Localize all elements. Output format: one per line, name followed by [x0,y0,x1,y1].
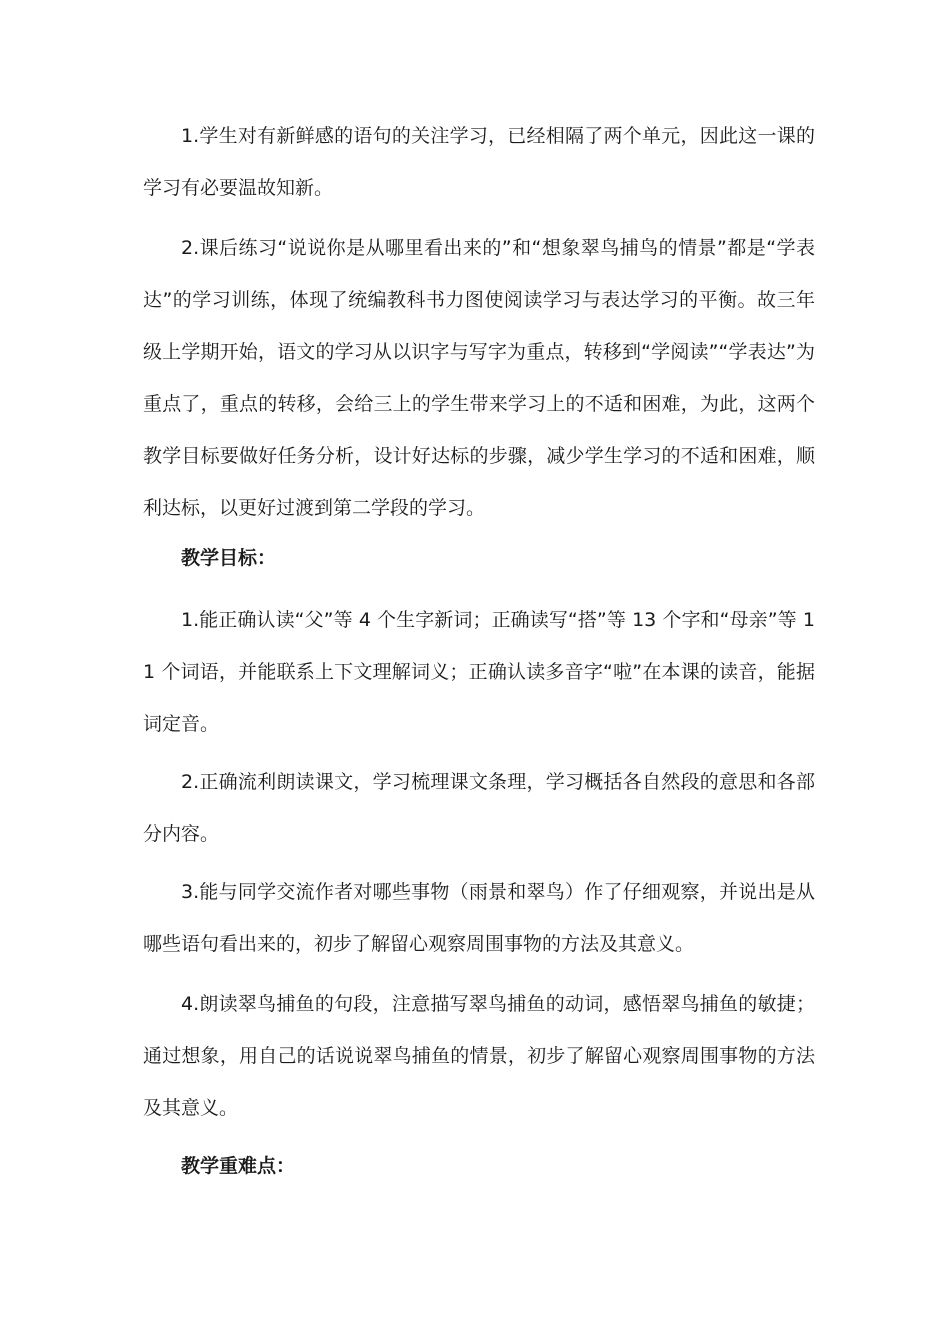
heading-teaching-goals: 教学目标： [181,547,277,569]
goal-item-1: 1.能正确认读“父”等 4 个生字新词；正确读写“搭”等 13 个字和“母亲”等 11 个词语，并能联系上下文理解词义；正确认读多音字“啦”在本课的读音，能据词定音。 [143,609,815,735]
goal-item-3: 3.能与同学交流作者对哪些事物（雨景和翠鸟）作了仔细观察，并说出是从哪些语句看出来的，初步了解留心观察周围事物的方法及其意义。 [143,881,815,955]
heading-key-difficulties: 教学重难点： [181,1155,296,1177]
goal-item-4: 4.朗读翠鸟捕鱼的句段，注意描写翠鸟捕鱼的动词，感悟翠鸟捕鱼的敏捷；通过想象，用自己的话说说翠鸟捕鱼的情景，初步了解留心观察周围事物的方法及其意义。 [143,993,815,1119]
goal-item-2: 2.正确流利朗读课文，学习梳理课文条理，学习概括各自然段的意思和各部分内容。 [143,771,815,845]
paragraph-exercise-analysis: 2.课后练习“说说你是从哪里看出来的”和“想象翠鸟捕鸟的情景”都是“学表达”的学习训练，体现了统编教科书力图使阅读学习与表达学习的平衡。故三年级上学期开始，语文的学习从以识字与写字为重点，转移到“学阅读”“学表达”为重点了，重点的转移，会给三上的学生带来学习上的不适和困难，为此，这两个教学目标要做好任务分析，设计好达标的步骤，减少学生学习的不适和困难，顺利达标，以更好过渡到第二学段的学习。 [143,237,815,519]
paragraph-review-note: 1.学生对有新鲜感的语句的关注学习，已经相隔了两个单元，因此这一课的学习有必要温故知新。 [143,125,815,199]
